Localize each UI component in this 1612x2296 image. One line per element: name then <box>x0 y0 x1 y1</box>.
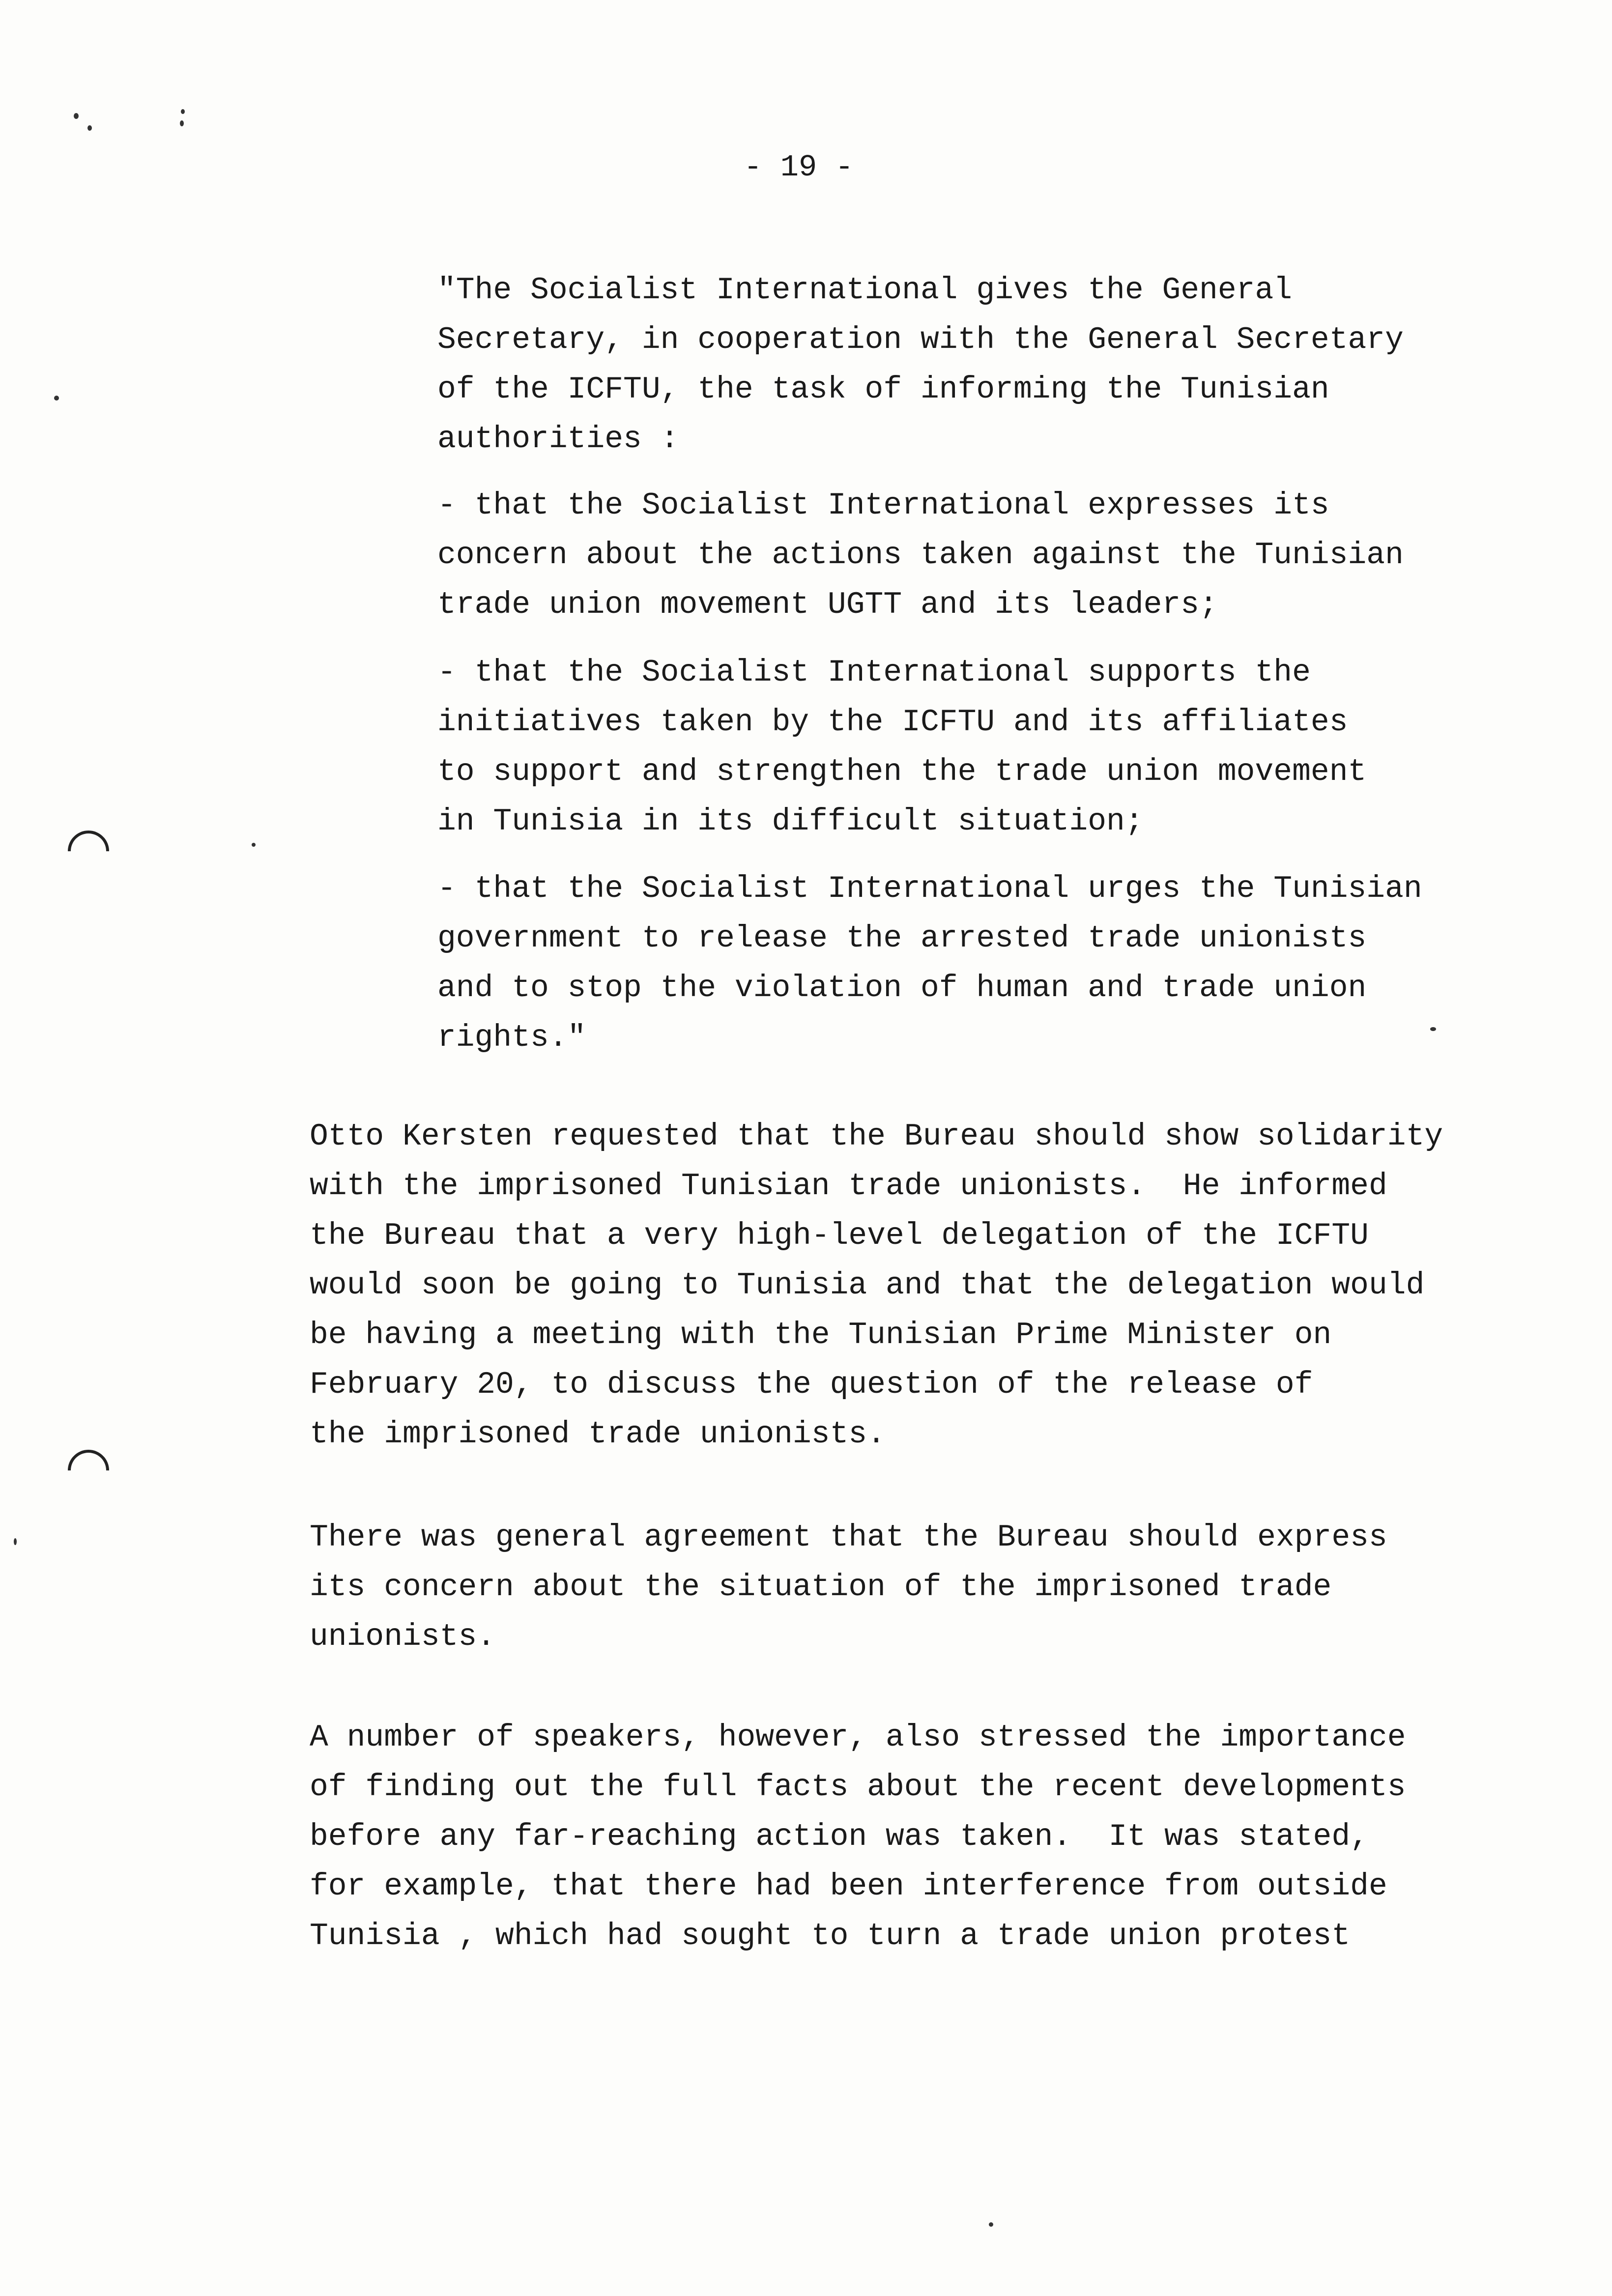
paragraph-agreement <box>310 1513 1538 1662</box>
text-line: February 20, to discuss the question of the release of <box>310 1367 1313 1402</box>
text-line: "The Socialist International gives the General <box>437 273 1293 308</box>
text-line: - that the Socialist International expresses its <box>437 488 1329 523</box>
scan-speck <box>74 113 79 119</box>
scan-speck <box>989 2222 993 2227</box>
text-line: the imprisoned trade unionists. <box>310 1417 886 1452</box>
text-line: - that the Socialist International supports the <box>437 655 1311 690</box>
text-line: There was general agreement that the Bureau should express <box>310 1520 1387 1555</box>
scan-speck <box>54 396 59 401</box>
text-line: be having a meeting with the Tunisian Prime Minister on <box>310 1318 1332 1352</box>
text-line: Tunisia , which had sought to turn a trade union protest <box>310 1919 1351 1953</box>
text-line: initiatives taken by the ICFTU and its affiliates <box>437 705 1348 740</box>
scan-speck <box>252 843 256 847</box>
text-line: authorities : <box>437 422 679 457</box>
text-line: the Bureau that a very high-level delegation of the ICFTU <box>310 1218 1369 1253</box>
resolution-point-3 <box>437 864 1519 1062</box>
paragraph-kersten <box>310 1112 1538 1459</box>
text-line: before any far-reaching action was taken. It was stated, <box>310 1819 1369 1854</box>
scan-speck <box>181 109 185 114</box>
text-line: of finding out the full facts about the recent developments <box>310 1770 1406 1805</box>
text-line: its concern about the situation of the imprisoned trade <box>310 1570 1332 1605</box>
paragraph-speakers <box>310 1713 1538 1961</box>
punch-hole-arc-lower <box>59 1441 118 1500</box>
resolution-intro <box>437 265 1519 464</box>
text-line: Otto Kersten requested that the Bureau should show solidarity <box>310 1119 1443 1154</box>
resolution-point-2 <box>437 648 1519 846</box>
text-line: with the imprisoned Tunisian trade unionists. He informed <box>310 1169 1387 1204</box>
text-line: Secretary, in cooperation with the General Secretary <box>437 322 1404 357</box>
text-line: trade union movement UGTT and its leaders; <box>437 587 1218 622</box>
text-line: government to release the arrested trade unionists <box>437 921 1367 956</box>
text-line: unionists. <box>310 1619 496 1654</box>
scan-speck <box>87 125 92 131</box>
text-line: for example, that there had been interference from outside <box>310 1869 1387 1904</box>
text-line: rights." <box>437 1020 586 1055</box>
text-line: of the ICFTU, the task of informing the Tunisian <box>437 372 1329 407</box>
text-line: A number of speakers, however, also stressed the importance <box>310 1720 1406 1755</box>
text-line: and to stop the violation of human and trade union <box>437 971 1367 1005</box>
text-line: - that the Socialist International urges the Tunisian <box>437 871 1422 906</box>
text-line: in Tunisia in its difficult situation; <box>437 804 1144 839</box>
resolution-point-1 <box>437 481 1519 630</box>
text-line: concern about the actions taken against the Tunisian <box>437 538 1404 573</box>
text-line: would soon be going to Tunisia and that the delegation would <box>310 1268 1425 1303</box>
punch-hole-arc-upper <box>59 822 118 881</box>
scan-speck <box>14 1538 17 1545</box>
page-number: - 19 - <box>744 150 854 185</box>
scan-speck <box>180 120 184 126</box>
text-line: to support and strengthen the trade union movement <box>437 754 1367 789</box>
